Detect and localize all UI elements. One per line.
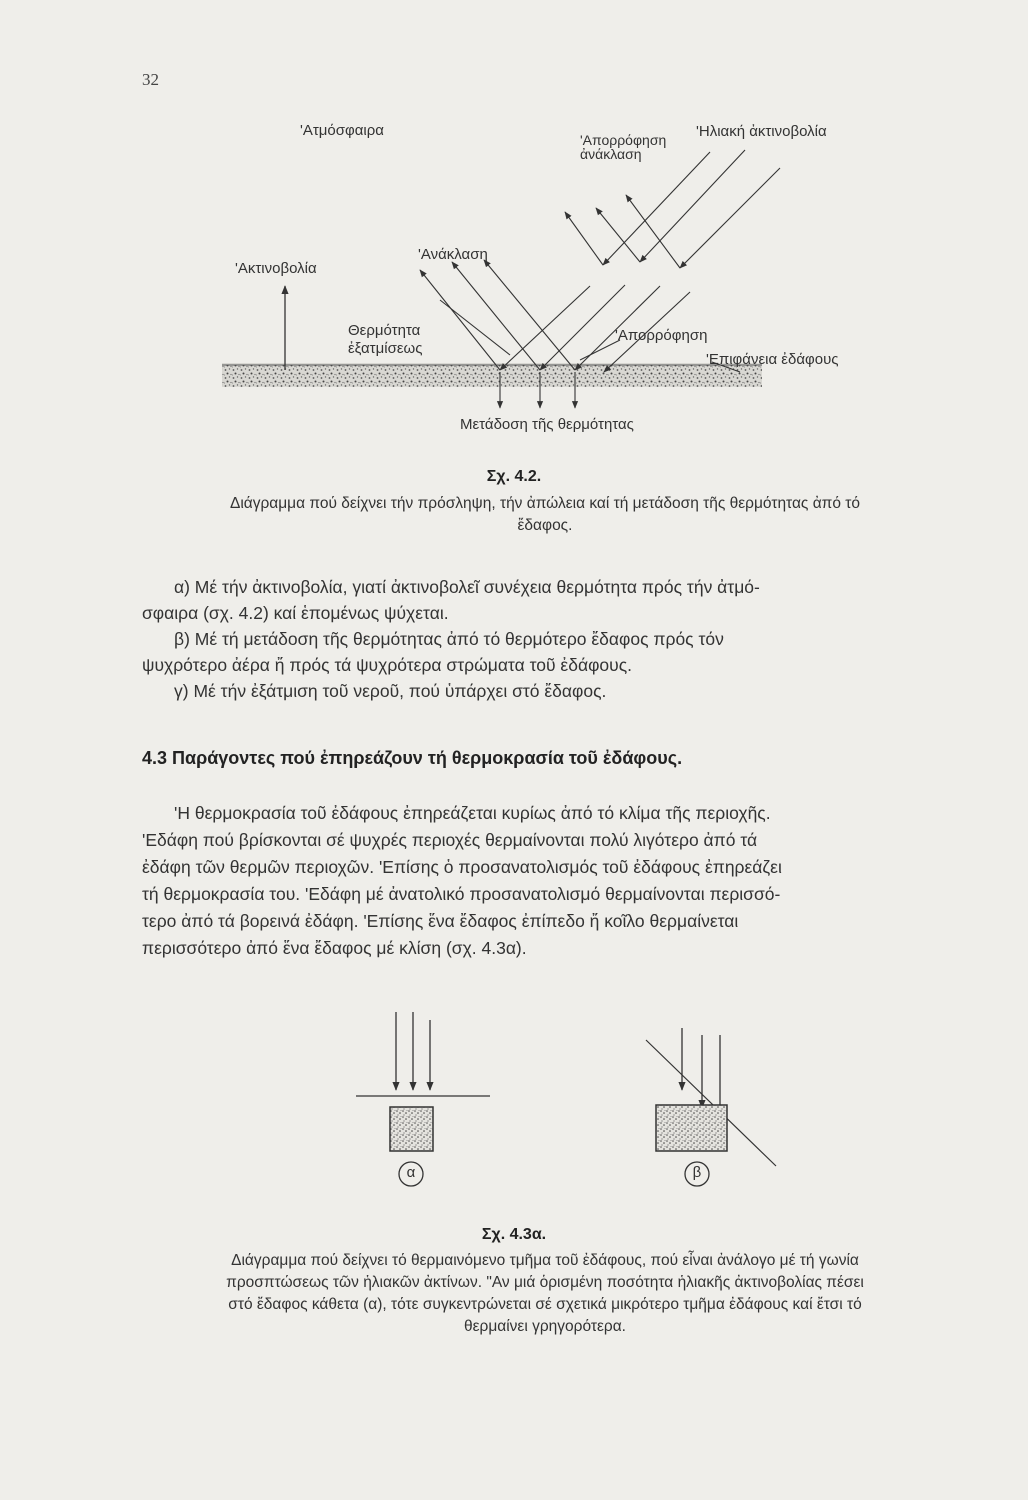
section-line2: 'Εδάφη πού βρίσκονται σέ ψυχρές περιοχές θερμαίνονται πολύ λιγότερο ἀπό τά — [142, 830, 758, 850]
page-number: 32 — [142, 70, 159, 89]
atmosphere-reflection-rays — [565, 195, 680, 268]
section-paragraph — [142, 800, 952, 962]
body-paragraphs — [142, 574, 952, 704]
figure-4-3a-caption-line2: προσπτώσεως τῶν ἡλιακῶν ἀκτίνων. "Αν μιά ὁρισμένη ποσότητα ἡλιακῆς ἀκτινοβολίας πέσει — [226, 1274, 864, 1291]
label-absorption-reflection-bottom: ἀνάκλαση — [580, 146, 642, 162]
section-line1: 'Η θερμοκρασία τοῦ ἐδάφους ἐπηρεάζεται κυρίως ἀπό τό κλίμα τῆς περιοχῆς. — [174, 803, 771, 823]
soil-strip — [222, 363, 762, 387]
figure-4-3a-caption — [110, 1250, 980, 1338]
label-solar-radiation: 'Ηλιακή ἀκτινοβολία — [696, 123, 827, 140]
figure-4-2-caption — [110, 493, 980, 537]
label-evaporation-heat — [348, 322, 422, 358]
section-heading: 4.3 Παράγοντες πού ἐπηρεάζουν τή θερμοκρασία τοῦ ἐδάφους. — [142, 748, 683, 768]
paragraph-b-line2: ψυχρότερο ἀέρα ἤ πρός τά ψυχρότερα στρώματα τοῦ ἐδάφους. — [142, 655, 633, 675]
figure-4-2-caption-line1: Διάγραμμα πού δείχνει τήν πρόσληψη, τήν ἀπώλεια καί τή μετάδοση τῆς θερμότητας ἀπό τό — [229, 495, 861, 512]
label-absorption: 'Απορρόφηση — [615, 327, 708, 344]
label-soil-surface: 'Επιφάνεια ἐδάφους — [706, 351, 839, 368]
section-line5: τερο ἀπό τά βορεινά ἐδάφη. 'Επίσης ἕνα ἔδαφος ἐπίπεδο ἤ κοῖλο θερμαίνεται — [142, 911, 739, 931]
label-atmosphere: 'Ατμόσφαιρα — [300, 122, 384, 139]
label-absorption-reflection — [580, 133, 666, 161]
paragraph-a-line1: α) Μέ τήν ἀκτινοβολία, γιατί ἀκτινοβολεῖ συνέχεια θερμότητα πρός τήν ἀτμό- — [174, 577, 760, 597]
paragraph-c-line1: γ) Μέ τήν ἐξάτμιση τοῦ νεροῦ, πού ὑπάρχει στό ἔδαφος. — [174, 681, 607, 701]
section-line3: ἐδάφη τῶν θερμῶν περιοχῶν. 'Επίσης ὁ προσανατολισμός τοῦ ἐδάφους ἐπηρεάζει — [142, 857, 782, 877]
label-heat-transfer: Μετάδοση τῆς θερμότητας — [460, 416, 634, 433]
label-evaporation-heat-bottom: ἐξατμίσεως — [348, 340, 423, 357]
figure-4-2-caption-title: Σχ. 4.2. — [486, 468, 542, 485]
figure-label-b: β — [692, 1164, 702, 1181]
figure-4-3a-diagram — [356, 1012, 776, 1186]
figure-4-3a-caption-line3: στό ἔδαφος κάθετα (α), τότε συγκεντρώνεται σέ σχετικά μικρότερο τμῆμα ἐδάφους καί ἔτσι τό — [228, 1296, 862, 1313]
paragraph-b-line1: β) Μέ τή μετάδοση τῆς θερμότητας ἀπό τό θερμότερο ἔδαφος πρός τόν — [174, 629, 724, 649]
soil-block-b — [656, 1105, 727, 1151]
perpendicular-rays — [396, 1012, 430, 1090]
paragraph-a-line2: σφαιρα (σχ. 4.2) καί ἑπομένως ψύχεται. — [142, 603, 449, 623]
section-line4: τή θερμοκρασία του. 'Εδάφη μέ ἀνατολικό προσανατολισμό θερμαίνονται περισσό- — [142, 884, 781, 904]
figure-4-3a-caption-line4: θερμαίνει γρηγορότερα. — [464, 1318, 626, 1335]
label-radiation: 'Ακτινοβολία — [235, 260, 317, 277]
figure-4-3a-caption-line1: Διάγραμμα πού δείχνει τό θερμαινόμενο τμῆμα τοῦ ἐδάφους, πού εἶναι ἀνάλογο μέ τή γωνία — [231, 1252, 859, 1269]
figure-4-2-caption-line2: ἔδαφος. — [517, 517, 573, 534]
figure-4-3a-caption-title: Σχ. 4.3α. — [481, 1226, 547, 1243]
label-evaporation-heat-top: Θερμότητα — [348, 322, 421, 339]
label-absorption-reflection-top: 'Απορρόφηση — [580, 132, 667, 148]
figure-label-a: α — [406, 1164, 416, 1181]
label-reflection: 'Ανάκλαση — [418, 246, 488, 263]
soil-block-a — [390, 1107, 433, 1151]
ground-reflection-rays — [420, 260, 575, 370]
section-line6: περισσότερο ἀπό ἕνα ἔδαφος μέ κλίση (σχ. 4.3α). — [142, 938, 527, 958]
solar-incoming-rays-upper — [603, 150, 780, 268]
